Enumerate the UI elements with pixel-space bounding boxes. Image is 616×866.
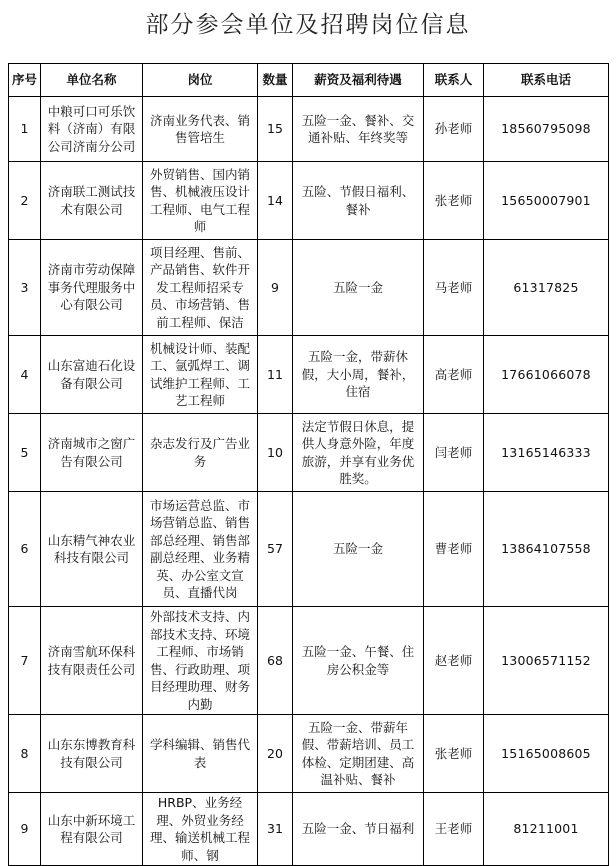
cell-contact: 张老师	[424, 715, 484, 793]
cell-contact: 马老师	[424, 240, 484, 336]
cell-positions: HRBP、业务经理、外贸业务经理、输送机械工程师、钢	[143, 793, 258, 866]
cell-benefits: 五险一金，带薪休假，大小周，餐补，住宿	[293, 336, 424, 414]
cell-benefits: 五险一金	[293, 492, 424, 607]
table-row	[9, 240, 609, 336]
cell-count: 14	[258, 162, 293, 240]
cell-count: 9	[258, 240, 293, 336]
cell-benefits: 法定节假日休息，提供人身意外险，年度旅游，并享有业务优胜奖。	[293, 414, 424, 492]
cell-positions: 济南业务代表、销售管培生	[143, 97, 258, 162]
cell-benefits: 五险一金	[293, 240, 424, 336]
cell-no: 7	[9, 607, 41, 715]
cell-benefits: 五险一金、餐补、交通补贴、年终奖等	[293, 97, 424, 162]
cell-company: 济南城市之窗广告有限公司	[41, 414, 143, 492]
cell-no: 4	[9, 336, 41, 414]
header-benefits: 薪资及福利待遇	[293, 64, 424, 97]
header-company: 单位名称	[41, 64, 143, 97]
cell-no: 6	[9, 492, 41, 607]
cell-count: 15	[258, 97, 293, 162]
header-position: 岗位	[143, 64, 258, 97]
cell-count: 11	[258, 336, 293, 414]
cell-contact: 王老师	[424, 793, 484, 866]
cell-positions: 市场运营总监、市场营销总监、销售部总经理、销售部副总经理、业务精英、办公室文宣员、直播代岗	[143, 492, 258, 607]
cell-no: 2	[9, 162, 41, 240]
cell-benefits: 五险、节假日福利、餐补	[293, 162, 424, 240]
cell-no: 1	[9, 97, 41, 162]
cell-contact: 张老师	[424, 162, 484, 240]
cell-phone: 13006571152	[484, 607, 609, 715]
header-contact: 联系人	[424, 64, 484, 97]
cell-count: 57	[258, 492, 293, 607]
cell-contact: 闫老师	[424, 414, 484, 492]
cell-positions: 项目经理、售前、产品销售、软件开发工程师招采专员、市场营销、售前工程师、保洁	[143, 240, 258, 336]
cell-no: 9	[9, 793, 41, 866]
cell-company: 济南市劳动保障事务代理服务中心有限公司	[41, 240, 143, 336]
cell-company: 山东精气神农业科技有限公司	[41, 492, 143, 607]
cell-phone: 15165008605	[484, 715, 609, 793]
cell-positions: 外部技术支持、内部技术支持、环境工程师、市场销售、行政助理、项目经理助理、财务内勤	[143, 607, 258, 715]
cell-positions: 学科编辑、销售代表	[143, 715, 258, 793]
table-row	[9, 492, 609, 607]
cell-no: 8	[9, 715, 41, 793]
cell-company: 山东富迪石化设备有限公司	[41, 336, 143, 414]
cell-contact: 孙老师	[424, 97, 484, 162]
page-title: 部分参会单位及招聘岗位信息	[145, 12, 471, 38]
cell-company: 山东中新环境工程有限公司	[41, 793, 143, 866]
table-row	[9, 162, 609, 240]
table-row	[9, 607, 609, 715]
header-count: 数量	[258, 64, 293, 97]
table-row	[9, 97, 609, 162]
cell-phone: 17661066078	[484, 336, 609, 414]
table-row	[9, 414, 609, 492]
recruitment-table	[8, 63, 609, 866]
cell-positions: 机械设计师、装配工、氩弧焊工、调试维护工程师、工艺工程师	[143, 336, 258, 414]
cell-company: 中粮可口可乐饮料（济南）有限公司济南分公司	[41, 97, 143, 162]
cell-phone: 18560795098	[484, 97, 609, 162]
cell-positions: 杂志发行及广告业务	[143, 414, 258, 492]
cell-count: 20	[258, 715, 293, 793]
cell-company: 济南雪航环保科技有限责任公司	[41, 607, 143, 715]
cell-contact: 曹老师	[424, 492, 484, 607]
cell-positions: 外贸销售、国内销售、机械液压设计工程师、电气工程师	[143, 162, 258, 240]
cell-company: 山东东博教育科技有限公司	[41, 715, 143, 793]
cell-phone: 13864107558	[484, 492, 609, 607]
cell-count: 10	[258, 414, 293, 492]
cell-phone: 15650007901	[484, 162, 609, 240]
cell-benefits: 五险一金、午餐、住房公积金等	[293, 607, 424, 715]
header-phone: 联系电话	[484, 64, 609, 97]
cell-phone: 61317825	[484, 240, 609, 336]
cell-phone: 13165146333	[484, 414, 609, 492]
table-row	[9, 793, 609, 866]
cell-no: 5	[9, 414, 41, 492]
table-row	[9, 336, 609, 414]
cell-phone: 81211001	[484, 793, 609, 866]
cell-contact: 赵老师	[424, 607, 484, 715]
cell-no: 3	[9, 240, 41, 336]
cell-company: 济南联工测试技术有限公司	[41, 162, 143, 240]
cell-count: 68	[258, 607, 293, 715]
table-header-row	[9, 64, 609, 97]
header-no: 序号	[9, 64, 41, 97]
cell-benefits: 五险一金、节日福利	[293, 793, 424, 866]
cell-count: 31	[258, 793, 293, 866]
cell-benefits: 五险一金、带薪年假、带薪培训、员工体检、定期团建、高温补贴、餐补	[293, 715, 424, 793]
table-row	[9, 715, 609, 793]
cell-contact: 高老师	[424, 336, 484, 414]
